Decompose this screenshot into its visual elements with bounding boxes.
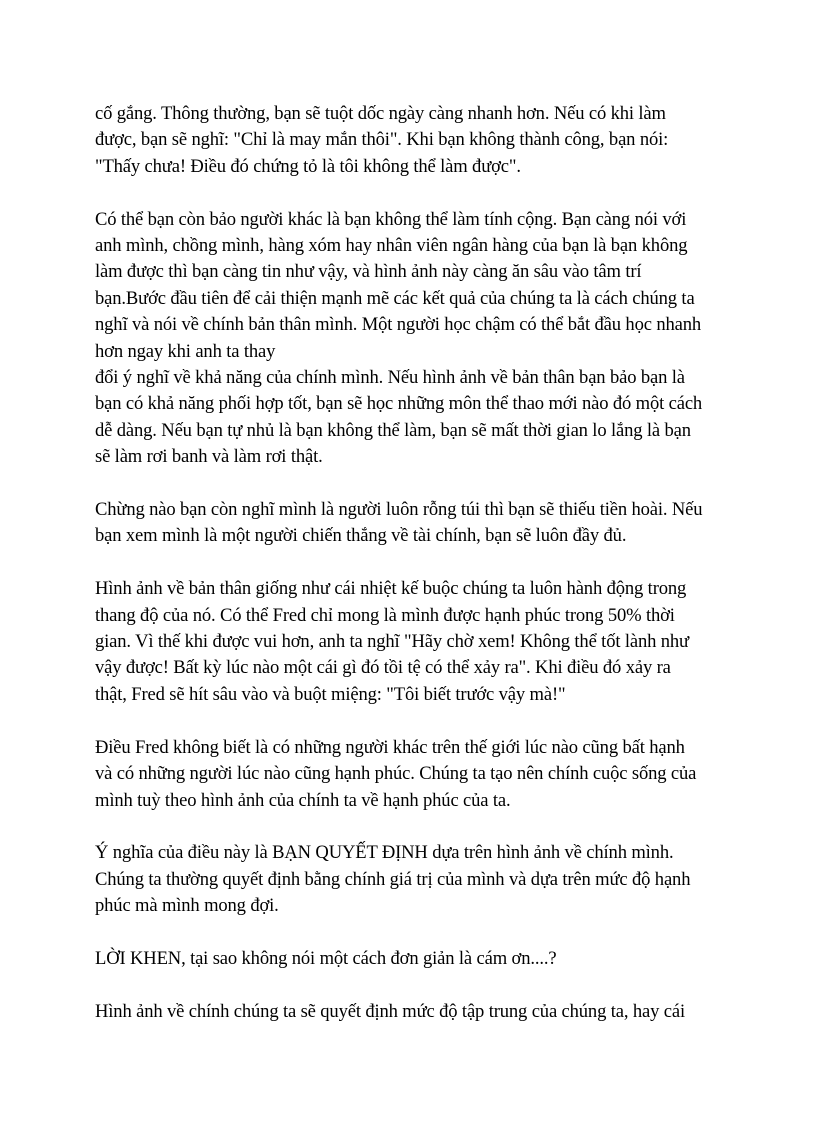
paragraph [95,101,735,180]
text-line: vậy được! Bất kỳ lúc nào một cái gì đó tồi tệ có thể xảy ra". Khi điều đó xảy ra [95,657,671,679]
text-line: LỜI KHEN, tại sao không nói một cách đơn giản là cám ơn....? [95,947,557,969]
text-line: anh mình, chồng mình, hàng xóm hay nhân viên ngân hàng của bạn là bạn không [95,235,688,257]
text-line: Chừng nào bạn còn nghĩ mình là người luôn rỗng túi thì bạn sẽ thiếu tiền hoài. Nếu [95,499,703,521]
text-line: Có thể bạn còn bảo người khác là bạn không thể làm tính cộng. Bạn càng nói với [95,208,687,230]
text-line: Hình ảnh về chính chúng ta sẽ quyết định mức độ tập trung của chúng ta, hay cái [95,1000,685,1022]
text-line: thang độ của nó. Có thể Fred chỉ mong là mình được hạnh phúc trong 50% thời [95,604,675,626]
text-line: hơn ngay khi anh ta thay [95,340,276,362]
text-line: Điều Fred không biết là có những người khác trên thế giới lúc nào cũng bất hạnh [95,736,685,758]
paragraph [95,999,735,1025]
text-line: được, bạn sẽ nghĩ: "Chỉ là may mắn thôi". Khi bạn không thành công, bạn nói: [95,129,669,151]
paragraph [95,735,735,814]
text-line: gian. Vì thế khi được vui hơn, anh ta nghĩ "Hãy chờ xem! Không thể tốt lành như [95,631,689,653]
text-line: đổi ý nghĩ về khả năng của chính mình. Nếu hình ảnh về bản thân bạn bảo bạn là [95,367,685,389]
paragraph [95,207,735,471]
text-line: làm được thì bạn càng tin như vậy, và hình ảnh này càng ăn sâu vào tâm trí [95,261,642,283]
paragraph [95,497,735,550]
text-line: nghĩ và nói về chính bản thân mình. Một người học chậm có thể bắt đầu học nhanh [95,314,702,336]
text-line: dễ dàng. Nếu bạn tự nhủ là bạn không thể làm, bạn sẽ mất thời gian lo lắng là bạn [95,419,691,441]
text-line: Ý nghĩa của điều này là BẠN QUYẾT ĐỊNH dựa trên hình ảnh về chính mình. [95,842,674,864]
text-line: bạn có khả năng phối hợp tốt, bạn sẽ học những môn thể thao mới nào đó một cách [95,393,703,415]
text-line: bạn xem mình là một người chiến thắng về tài chính, bạn sẽ luôn đầy đủ. [95,525,627,547]
text-line: cố gắng. Thông thường, bạn sẽ tuột dốc ngày càng nhanh hơn. Nếu có khi làm [95,103,666,124]
document-body [95,101,735,1052]
paragraph [95,576,735,708]
text-line: "Thấy chưa! Điều đó chứng tỏ là tôi không thể làm được". [95,155,521,177]
paragraph [95,946,735,972]
text-line: mình tuỳ theo hình ảnh của chính ta về hạnh phúc của ta. [95,789,511,811]
text-line: và có những người lúc nào cũng hạnh phúc. Chúng ta tạo nên chính cuộc sống của [95,763,697,785]
text-line: phúc mà mình mong đợi. [95,895,279,917]
text-line: Hình ảnh về bản thân giống như cái nhiệt kế buộc chúng ta luôn hành động trong [95,578,687,600]
text-line: Chúng ta thường quyết định bằng chính giá trị của mình và dựa trên mức độ hạnh [95,868,691,890]
text-line: bạn.Bước đầu tiên để cải thiện mạnh mẽ các kết quả của chúng ta là cách chúng ta [95,287,695,309]
text-line: thật, Fred sẽ hít sâu vào và buột miệng: "Tôi biết trước vậy mà!" [95,683,566,705]
text-line: sẽ làm rơi banh và làm rơi thật. [95,446,323,468]
paragraph [95,840,735,919]
